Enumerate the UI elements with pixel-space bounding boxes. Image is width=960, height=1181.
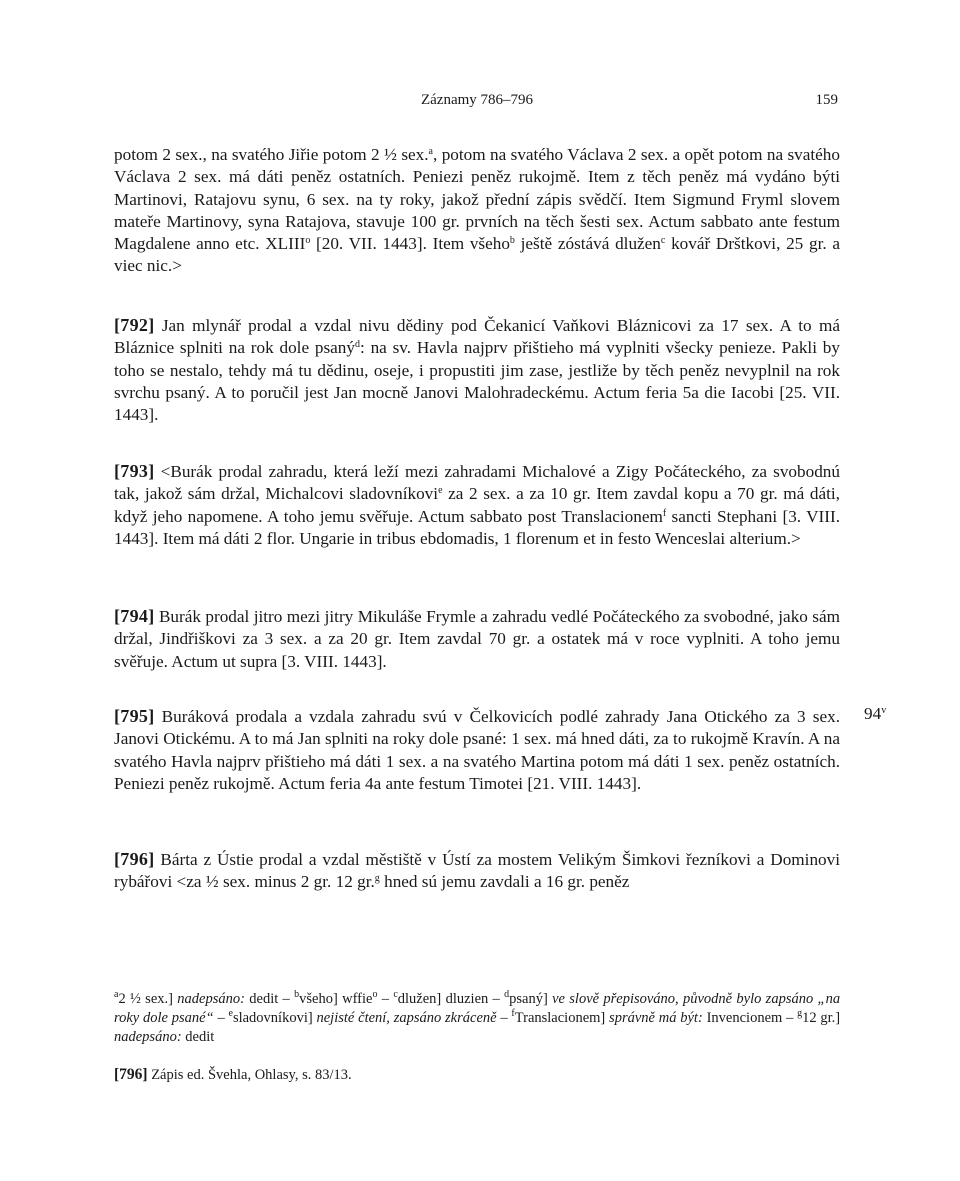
footnote-lemma: 2 ½ sex.] — [118, 991, 173, 1007]
footnote-mark: c — [393, 989, 398, 1000]
edition-page — [114, 0, 840, 1181]
continuation-text: potom 2 sex., na svatého Jiřie potom 2 ½ sex. — [114, 145, 429, 164]
entry-text: <Burák prodal zahradu, která leží mezi zahradami Michalové a Zigy Počáteckého, za svobodnú tak, jakož sám držal, Michalcovi sladovníkovi — [114, 462, 840, 504]
source-text: Zápis ed. Švehla, Ohlasy, s. 83/13. — [151, 1067, 352, 1083]
footnote-text: dedit — [185, 1029, 215, 1045]
footnote-mark: b — [294, 989, 300, 1000]
continuation-text: ještě zóstává dlužen — [514, 234, 661, 254]
footnote-ref-f: f — [662, 507, 667, 519]
critical-apparatus — [114, 990, 840, 1047]
page-number: 159 — [815, 92, 838, 108]
continuation-text: , potom na svatého Václava 2 sex. a opět potom na svatého Václava 2 sex. má dáti peněz ostatních. Peniezi peněz rukojmě. Item z těch peněz má vydáno býti Martinovi, Ratajovu synu, 6 sex. na ty roky, jakož přední zápis svědčí. Item Sigmund Fryml slovem mateře Martinovy, syna Ratajova, stavuje 100 gr. prvních na těch šesti sex. Actum sabbato ante festum Magdalene anno etc. XLIII — [114, 145, 840, 254]
footnote-text: Invencionem – — [706, 1010, 794, 1026]
footnote-dash: – — [217, 1010, 225, 1026]
footnote-ref-a: a — [428, 146, 433, 157]
footnote-ref-b: b — [509, 235, 515, 247]
footnote-ref-d: d — [355, 339, 360, 351]
footnote-dash: – — [500, 1010, 508, 1026]
footnote-sup: o — [372, 989, 378, 1000]
footnote-ref-c: c — [660, 235, 666, 247]
entry-text: sancti Stephani [3. VIII. 1443]. Item má dáti 2 flor. Ungarie in tribus ebdomadis, 1 florenum et in festo Wenceslai alterium.> — [114, 506, 840, 548]
footnote-dash: – — [381, 991, 390, 1007]
footnote-lemma: psaný] — [509, 991, 548, 1007]
source-note — [114, 1066, 352, 1084]
entry-number: [793] — [114, 461, 155, 481]
ordinal-superscript: o — [305, 235, 311, 247]
folio-number: 94 — [864, 704, 882, 723]
footnote-note: nadepsáno: — [177, 991, 245, 1007]
entry-795 — [114, 705, 840, 795]
footnote-text: wffie — [342, 991, 373, 1007]
footnote-lemma: všeho] — [299, 991, 338, 1007]
folio-marginal-note — [864, 704, 886, 724]
running-head — [114, 92, 840, 114]
footnote-note: nejisté čtení, zapsáno zkráceně — [316, 1010, 497, 1026]
entry-796 — [114, 848, 840, 894]
entry-text: Burák prodal jitro mezi jitry Mikuláše Frymle a zahradu vedlé Počáteckého za svobodné, jako sám držal, Jindřiškovi za 3 sex. a za 20 gr. Item zavdal 70 gr. a ostatek má v roce vyplniti. A toho jemu svěřuje. Actum ut supra [3. VIII. 1443]. — [114, 607, 840, 671]
entry-number: [795] — [114, 706, 155, 726]
footnote-mark: g — [797, 1008, 803, 1019]
footnote-ref-g: g — [374, 873, 380, 885]
footnote-lemma: 12 gr.] — [802, 1010, 841, 1026]
footnote-lemma: dlužen] — [397, 991, 442, 1007]
footnote-ref-e: e — [438, 485, 443, 497]
footnote-lemma: sladovníkovi] — [232, 1010, 313, 1026]
footnote-mark: e — [228, 1008, 233, 1019]
footnote-mark: a — [114, 989, 119, 1000]
footnote-lemma: Translacionem] — [514, 1010, 606, 1026]
running-title: Záznamy 786–796 — [420, 92, 534, 108]
entry-text: hned sú jemu zavdali a 16 gr. peněz — [379, 872, 630, 892]
entry-792 — [114, 314, 840, 426]
footnote-note: nadepsáno: — [114, 1029, 182, 1045]
footnote-text: dluzien – — [445, 991, 500, 1007]
entry-text: : na sv. Havla najprv přištieho má vyplniti všecky penieze. Pakli by toho se nestalo, tehdy má tu dědinu, oseje, i propustiti jim zase, jestliže by těch peněz nevyplnil na rok svrchu psaný. A to poručil jest Jan mocně Janovi Malohradeckému. Actum feria 5a die Iacobi [25. VII. 1443]. — [114, 338, 840, 425]
entry-793 — [114, 460, 840, 550]
folio-side: v — [881, 705, 887, 716]
continuation-text: kovář Drštkovi, 25 gr. a viec nic.> — [114, 234, 840, 276]
footnote-mark: d — [504, 989, 510, 1000]
entry-number: [796] — [114, 849, 155, 869]
entry-text: Bárta z Ústie prodal a vzdal městiště v Ústí za mostem Velikým Šimkovi řezníkovi a Dominovi rybářovi <za ½ sex. minus 2 gr. 12 gr. — [114, 850, 841, 892]
entry-794 — [114, 605, 840, 673]
entry-number: [792] — [114, 315, 155, 335]
footnote-text: dedit – — [249, 991, 290, 1007]
entry-text: Jan mlynář prodal a vzdal nivu dědiny pod Čekanicí Vaňkovi Bláznicovi za 17 sex. A to má Bláznice splniti na rok dole psaný — [114, 316, 840, 358]
entry-number: [794] — [114, 606, 155, 626]
footnote-note: ve slově přepisováno, původně bylo zapsáno „na roky dole psané“ — [114, 991, 841, 1026]
continuation-paragraph — [114, 144, 840, 278]
footnote-note: správně má být: — [609, 1010, 703, 1026]
entry-text: Buráková prodala a vzdala zahradu svú v Čelkovicích podlé zahrady Jana Otického za 3 sex. Janovi Otickému. A to má Jan splniti na roky dole psané: 1 sex. má hned dáti, za to rukojmě Kravín. A na svatého Havla najprv přištieho má dáti 1 sex. a na svatého Martina potom má dáti 1 sex. peněz ostatních. Peniezi peněz rukojmě. Actum feria 4a ante festum Timotei [21. VIII. 1443]. — [114, 707, 840, 793]
footnote-mark: f — [511, 1008, 515, 1019]
source-entry-number: [796] — [114, 1066, 148, 1083]
entry-text: za 2 sex. a za 10 gr. Item zavdal kopu a 70 gr. má dáti, když jeho napomene. A toho jemu svěřuje. Actum sabbato post Translacionem — [114, 484, 840, 526]
continuation-text: [20. VII. 1443]. Item všeho — [310, 234, 510, 254]
